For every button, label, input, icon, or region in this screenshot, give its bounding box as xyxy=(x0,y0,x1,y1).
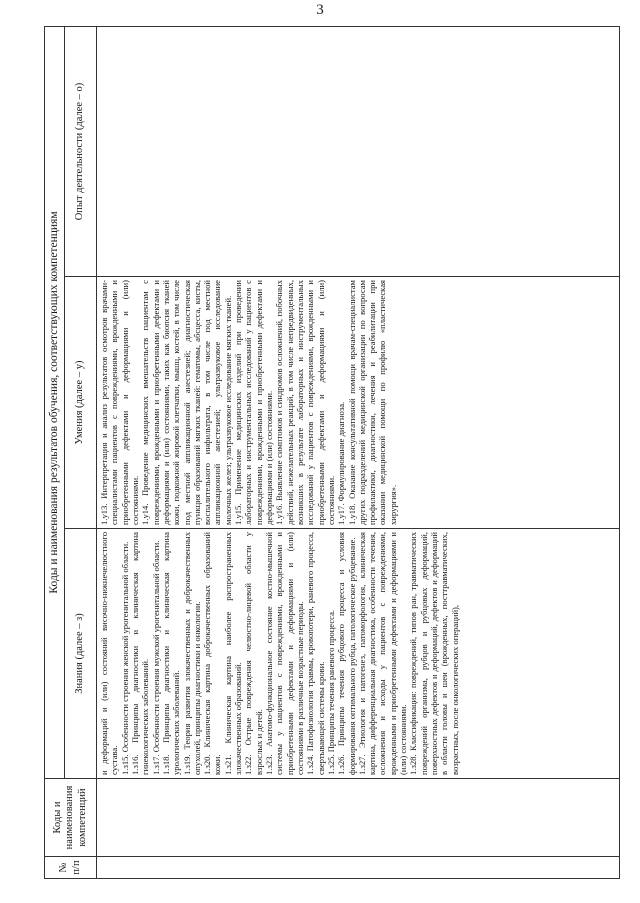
landscape-table-container xyxy=(44,27,620,879)
skill-item: 1.у16. Выявление симптомов и синдромов осложнений, побочных действий, нежелательных реакций, в том числе непредвиденных, возникших в результате лабораторных и инструментальных исследований у пациентов с повреждениями, врожденными и приобретенными дефектами и деформациями и (или) состояниями. xyxy=(274,280,336,525)
knowledge-item: и деформаций и (или) состояний височно-нижнечелюстного сустава. xyxy=(99,532,120,775)
skill-item: 1.у14. Проведение медицинских вмешательств пациентам с повреждениями, врожденными и приобретенными дефектами и деформациями и (или) состояниями, таких как биопсия тканей кожи, подкожной жировой клетчатки, мышц, костей, в том числе под местной аппликационной анестезией; диагностическая пункция образований мягких тканей: гематомы, абсцесса, кисты, воспалительного инфильтрата, в том числе под местной аппликационной анестезией; ультразвуковое исследование молочных желез; ультразвуковое исследование мягких тканей. xyxy=(140,280,233,525)
cell-competency-code xyxy=(97,779,620,857)
knowledge-cell xyxy=(97,529,620,779)
knowledge-item: 1.з24. Патофизиология травмы, кровопотери, раневого процесса, свертывающей системы крови. xyxy=(305,532,326,775)
skills-list xyxy=(99,280,398,525)
header-learning-results: Коды и наименования результатов обучения, соответствующих компетенциям xyxy=(45,26,65,778)
knowledge-item: 1.з16. Принципы диагностики и клиническая картина гинекологических заболеваний. xyxy=(129,532,151,775)
header-knowledge: Знания (далее – з) xyxy=(65,529,97,779)
knowledge-item: 1.з22. Острые повреждения челюстно-лицевой области у взрослых и детей. xyxy=(243,532,264,775)
skills-cell xyxy=(97,277,620,529)
knowledge-list xyxy=(99,532,460,775)
header-competency-codes: Коды и наименования компетенций xyxy=(45,779,97,857)
knowledge-item: 1.з15. Особенности строения женской урогенитальной области. xyxy=(119,541,130,775)
knowledge-item: 1.з20. Клиническая картина доброкачественных образований кожи. xyxy=(202,532,223,775)
header-skills: Умения (далее – у) xyxy=(65,277,97,529)
rotated-table-frame xyxy=(44,27,620,879)
header-number: № п/п xyxy=(45,857,97,879)
knowledge-item: 1.з18. Принципы диагностики и клиническая картина урологических заболеваний. xyxy=(160,532,182,775)
knowledge-item: 1.з17. Особенности строения мужской урогенитальной области. xyxy=(150,540,161,775)
cell-number xyxy=(97,857,620,879)
competency-table xyxy=(44,26,620,879)
skill-item: 1.у17. Формулирование диагноза. xyxy=(336,401,347,525)
page-number: 3 xyxy=(316,2,324,18)
experience-cell xyxy=(97,26,620,276)
knowledge-item: 1.з19. Теория развития злокачественных и доброкачественных опухолей, принципы диагностики и онкологии. xyxy=(181,532,202,775)
knowledge-item: 1.з27. Этиология и патогенез, патоморфология, клиническая картина, дифференциальная диагностика, особенности течения, осложнения и исходы у пациентов с повреждениями, врожденными и приобретенными дефектами и деформациями и (или) состояниями. xyxy=(356,532,409,775)
skill-item: 1.у13. Интерпретация и анализ результатов осмотров врачами-специалистами пациентов с повреждениями, врожденными и приобретенными дефектами и деформациями и (или) состояниями. xyxy=(99,280,140,525)
skill-item: 1.у15. Применение медицинских изделий при проведении лабораторных и инструментальных исследований у пациентов с повреждениями, врожденными и приобретенными дефектами и деформациями и (или) состояниями. xyxy=(233,280,274,525)
knowledge-item: 1.з21. Клиническая картина наиболее распространенных злокачественных образований. xyxy=(222,532,244,775)
knowledge-item: 1.з25. Принципы течения раневого процесса. xyxy=(325,609,336,775)
knowledge-item: 1.з23. Анатомо-функциональное состояние костно-мышечной системы у пациентов с повреждениями, врожденными и приобретенными дефектами и деформациями и (или) состояниями в различные возрастные периоды. xyxy=(264,532,305,775)
header-experience: Опыт деятельности (далее – о) xyxy=(65,26,97,276)
knowledge-item: 1.з26. Принципы течения рубцового процесса и условия формирования оптимального рубца, патологическое рубцевание. xyxy=(336,532,357,775)
skill-item: 1.у18. Оказание консультативной помощи врачам-специалистам других подразделений медицинской организации по вопросам профилактики, диагностики, лечения и реабилитации при оказании медицинской помощи по профилю «пластическая хирургия». xyxy=(346,280,398,525)
knowledge-item: 1.з28. Классификация: повреждений, типов ран, травматических повреждений организма, рубцов и рубцовых деформаций, поверхностных дефектов и деформаций, дефектов и деформаций в области головы и шеи (врожденных, посттравматических, возрастных, после онкологических операций), xyxy=(408,532,460,775)
